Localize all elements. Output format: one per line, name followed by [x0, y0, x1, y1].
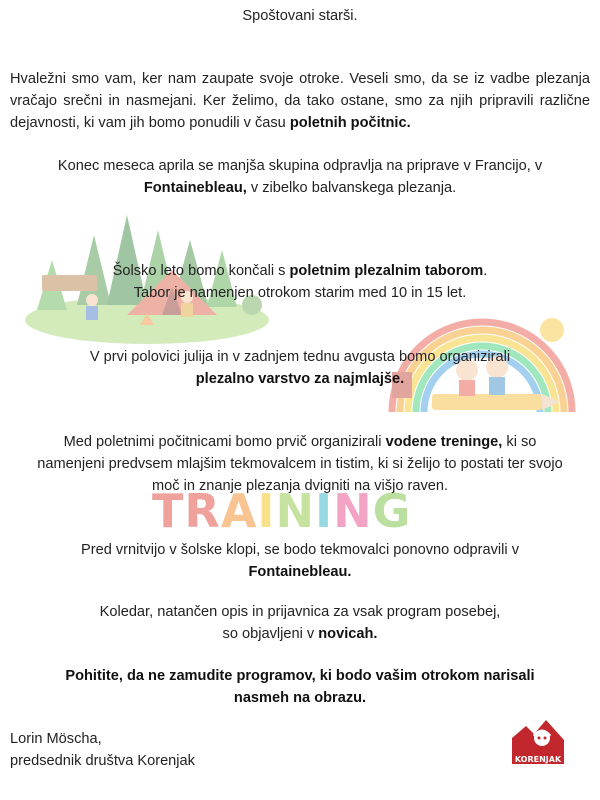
paragraph-trainings: [30, 431, 570, 497]
news-bold: novicah.: [318, 626, 378, 642]
childcare-bold: plezalno varstvo za najmlajše.: [195, 371, 405, 387]
closing-bold-line: Pohitite, da ne zamudite programov, ki bodo vašim otrokom narisali: [65, 668, 535, 684]
paragraph-text: so objavljeni v: [222, 626, 319, 642]
paragraph-text: Hvaležni smo vam, ker nam zaupate svoje otroke. Veseli smo, da se iz vadbe plezanja vračajo srečni in nasmejani. Ker želimo, da tako ostane, smo za njih pripravili različne dejavnosti, ki vam jih bomo ponudili v času: [10, 71, 590, 131]
paragraph-childcare: [10, 346, 590, 390]
korenjak-logo-icon: [512, 716, 564, 764]
paragraph-text: Šolsko leto bomo končali s: [112, 263, 290, 279]
paragraph-text: ki so namenjeni predvsem mlajšim tekmovalcem in tistim, ki si želijo to postati ter svojo moč in znanje plezanja dvigniti na višjo raven.: [37, 434, 563, 494]
training-letter: I: [315, 484, 334, 538]
training-letter: I: [257, 484, 276, 538]
training-letter: A: [220, 484, 258, 538]
paragraph-text: V prvi polovici julija in v zadnjem tednu avgusta bomo organizirali: [89, 349, 511, 365]
signature-title: predsednik društva Korenjak: [10, 753, 195, 769]
training-letter: N: [275, 484, 316, 538]
greeting: [10, 5, 590, 27]
guided-trainings-bold: vodene treninge,: [385, 434, 503, 450]
paragraph-summer-intro: [10, 68, 590, 134]
fontainebleau-bold: Fontainebleau,: [143, 180, 247, 196]
paragraph-hurry: [10, 665, 590, 709]
summer-holidays-bold: poletnih počitnic.: [289, 115, 411, 131]
paragraph-text: v zibelko balvanskega plezanja.: [246, 180, 457, 196]
training-letter: R: [184, 484, 221, 538]
logo-text: KORENJAK: [514, 755, 562, 764]
signature-name: Lorin Möscha,: [10, 731, 102, 747]
summer-camp-bold: poletnim plezalnim taborom: [289, 263, 484, 279]
paragraph-fontainebleau-april: [10, 155, 590, 199]
paragraph-text: Pred vrnitvijo v šolske klopi, se bodo tekmovalci ponovno odpravili v: [80, 542, 520, 558]
paragraph-summer-camp: [10, 260, 590, 304]
training-letter: N: [333, 484, 373, 538]
paragraph-text: Koledar, natančen opis in prijavnica za vsak program posebej,: [99, 604, 501, 620]
training-letter: G: [372, 484, 412, 538]
fontainebleau-bold: Fontainebleau.: [248, 564, 352, 580]
paragraph-text: Med poletnimi počitnicami bomo prvič organizirali: [63, 434, 386, 450]
paragraph-fontainebleau-return: [10, 539, 590, 583]
paragraph-text: Tabor je namenjen otrokom starim med 10 in 15 let.: [133, 285, 467, 301]
closing-bold-line: nasmeh na obrazu.: [233, 690, 367, 706]
signature: [10, 728, 590, 772]
paragraph-text: Konec meseca aprila se manjša skupina odpravlja na priprave v Francijo, v: [57, 158, 543, 174]
training-letter: T: [152, 484, 185, 538]
paragraph-text: .: [483, 263, 488, 279]
paragraph-calendar: [10, 601, 590, 645]
greeting-text: Spoštovani starši.: [242, 8, 358, 24]
